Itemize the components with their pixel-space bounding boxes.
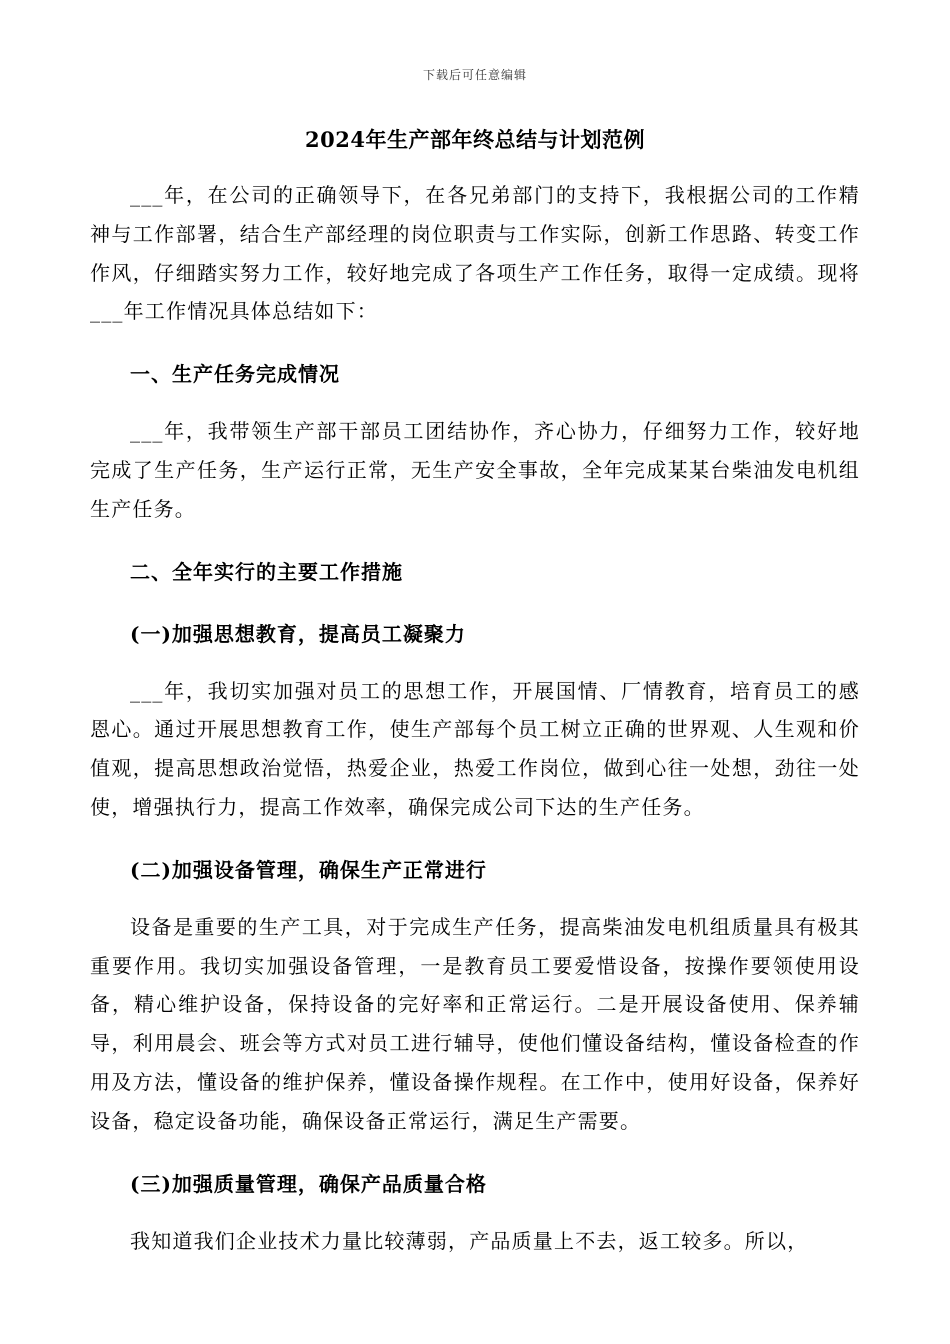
subsection-heading-3: (三)加强质量管理，确保产品质量合格 bbox=[130, 1171, 487, 1196]
section-1-paragraph: ___年，我带领生产部干部员工团结协作，齐心协力，仔细努力工作，较好地完成了生产任务，生产运行正常，无生产安全事故，全年完成某某台柴油发电机组生产任务。 bbox=[90, 419, 860, 521]
section-heading-2: 二、全年实行的主要工作措施 bbox=[130, 559, 403, 584]
subsection-heading-1: (一)加强思想教育，提高员工凝聚力 bbox=[130, 621, 466, 646]
document-title: 2024年生产部年终总结与计划范例 bbox=[305, 127, 645, 152]
subsection-heading-2: (二)加强设备管理，确保生产正常进行 bbox=[130, 857, 487, 882]
section-heading-1: 一、生产任务完成情况 bbox=[130, 362, 340, 387]
subsection-2-paragraph: 设备是重要的生产工具，对于完成生产任务，提高柴油发电机组质量具有极其重要作用。我切实加强设备管理，一是教育员工要爱惜设备，按操作要领使用设备，精心维护设备，保持设备的完好率和正常运行。二是开展设备使用、保养辅导，利用晨会、班会等方式对员工进行辅导，使他们懂设备结构，懂设备检查的作用及方法，懂设备的维护保养，懂设备操作规程。在工作中，使用好设备，保养好设备，稳定设备功能，确保设备正常运行，满足生产需要。 bbox=[90, 914, 860, 1133]
document-body bbox=[90, 176, 860, 1260]
subsection-1-paragraph: ___年，我切实加强对员工的思想工作，开展国情、厂情教育，培育员工的感恩心。通过开展思想教育工作，使生产部每个员工树立正确的世界观、人生观和价值观，提高思想政治觉悟，热爱企业，热爱工作岗位，做到心往一处想，劲往一处使，增强执行力，提高工作效率，确保完成公司下达的生产任务。 bbox=[90, 678, 860, 819]
header-note: 下载后可任意编辑 bbox=[422, 68, 527, 82]
subsection-3-paragraph: 我知道我们企业技术力量比较薄弱，产品质量上不去，返工较多。所以， bbox=[130, 1228, 809, 1253]
intro-paragraph: ___年，在公司的正确领导下，在各兄弟部门的支持下，我根据公司的工作精神与工作部署，结合生产部经理的岗位职责与工作实际，创新工作思路、转变工作作风，仔细踏实努力工作，较好地完成了各项生产工作任务，取得一定成绩。现将___年工作情况具体总结如下： bbox=[90, 183, 860, 324]
